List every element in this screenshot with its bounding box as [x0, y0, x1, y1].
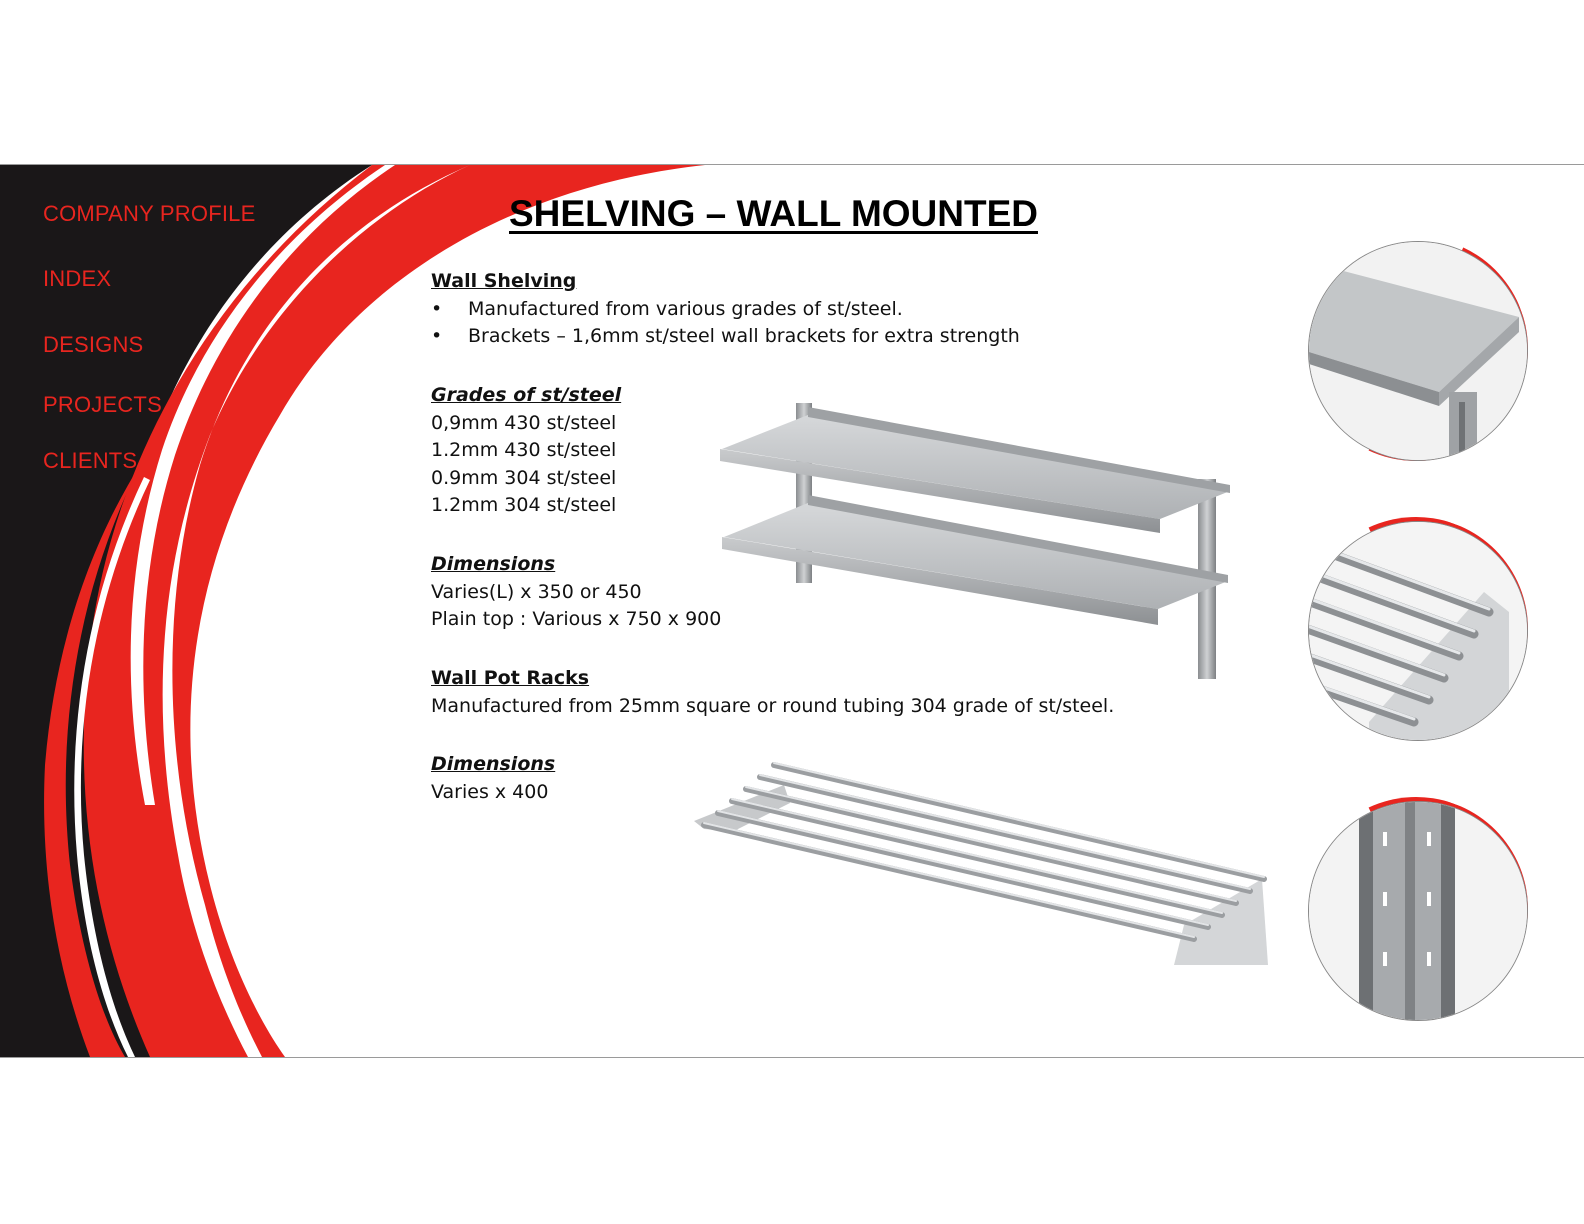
page-title: SHELVING – WALL MOUNTED	[509, 193, 1038, 234]
grades-heading: Grades of st/steel	[431, 384, 622, 406]
pot-rack-image	[694, 755, 1284, 975]
pot-racks-heading: Wall Pot Racks	[431, 667, 590, 689]
grades-section	[431, 382, 621, 520]
grade-item: 0.9mm 304 st/steel	[431, 466, 617, 489]
bullet-item	[431, 296, 1020, 324]
slide	[0, 164, 1584, 1058]
dimension-line: Varies(L) x 350 or 450	[431, 580, 642, 603]
dimensions-heading: Dimensions	[431, 553, 556, 575]
rack-tube-highlights	[704, 763, 1264, 937]
dimensions-section-2	[431, 751, 555, 806]
grade-item: 1.2mm 304 st/steel	[431, 494, 617, 516]
bullet-text: Manufactured from various grades of st/steel.	[468, 297, 903, 320]
detail-circle-bracket	[1308, 801, 1528, 1021]
nav-company-profile[interactable]: COMPANY PROFILE	[43, 201, 256, 226]
nav-designs[interactable]: DESIGNS	[43, 332, 144, 357]
detail-circle-shelf	[1308, 241, 1528, 461]
wall-shelf-image	[720, 397, 1240, 687]
dimensions-heading: Dimensions	[431, 753, 556, 775]
bullet-icon: •	[431, 297, 443, 320]
pot-racks-text: Manufactured from 25mm square or round tubing 304 grade of st/steel.	[431, 694, 1115, 717]
grade-item: 0,9mm 430 st/steel	[431, 411, 617, 434]
bullet-icon: •	[431, 325, 443, 347]
rack-tubes	[704, 765, 1264, 939]
wall-shelving-heading: Wall Shelving	[431, 270, 577, 292]
dimensions-section	[431, 551, 721, 634]
bullet-item	[431, 323, 1020, 351]
wall-shelving-section	[431, 268, 1020, 351]
dimension-line: Plain top : Various x 750 x 900	[431, 608, 722, 630]
rack-end-detail	[1309, 522, 1527, 740]
shelf-corner-detail	[1309, 242, 1527, 460]
grade-item: 1.2mm 430 st/steel	[431, 439, 617, 461]
bullet-text: Brackets – 1,6mm st/steel wall brackets for extra strength	[468, 325, 1020, 347]
detail-circle-rack	[1308, 521, 1528, 741]
dimension-line: Varies x 400	[431, 780, 549, 803]
nav-projects[interactable]: PROJECTS	[43, 392, 162, 417]
nav-index[interactable]: INDEX	[43, 266, 112, 291]
nav-clients[interactable]: CLIENTS	[43, 448, 138, 473]
bracket-detail	[1309, 802, 1527, 1020]
